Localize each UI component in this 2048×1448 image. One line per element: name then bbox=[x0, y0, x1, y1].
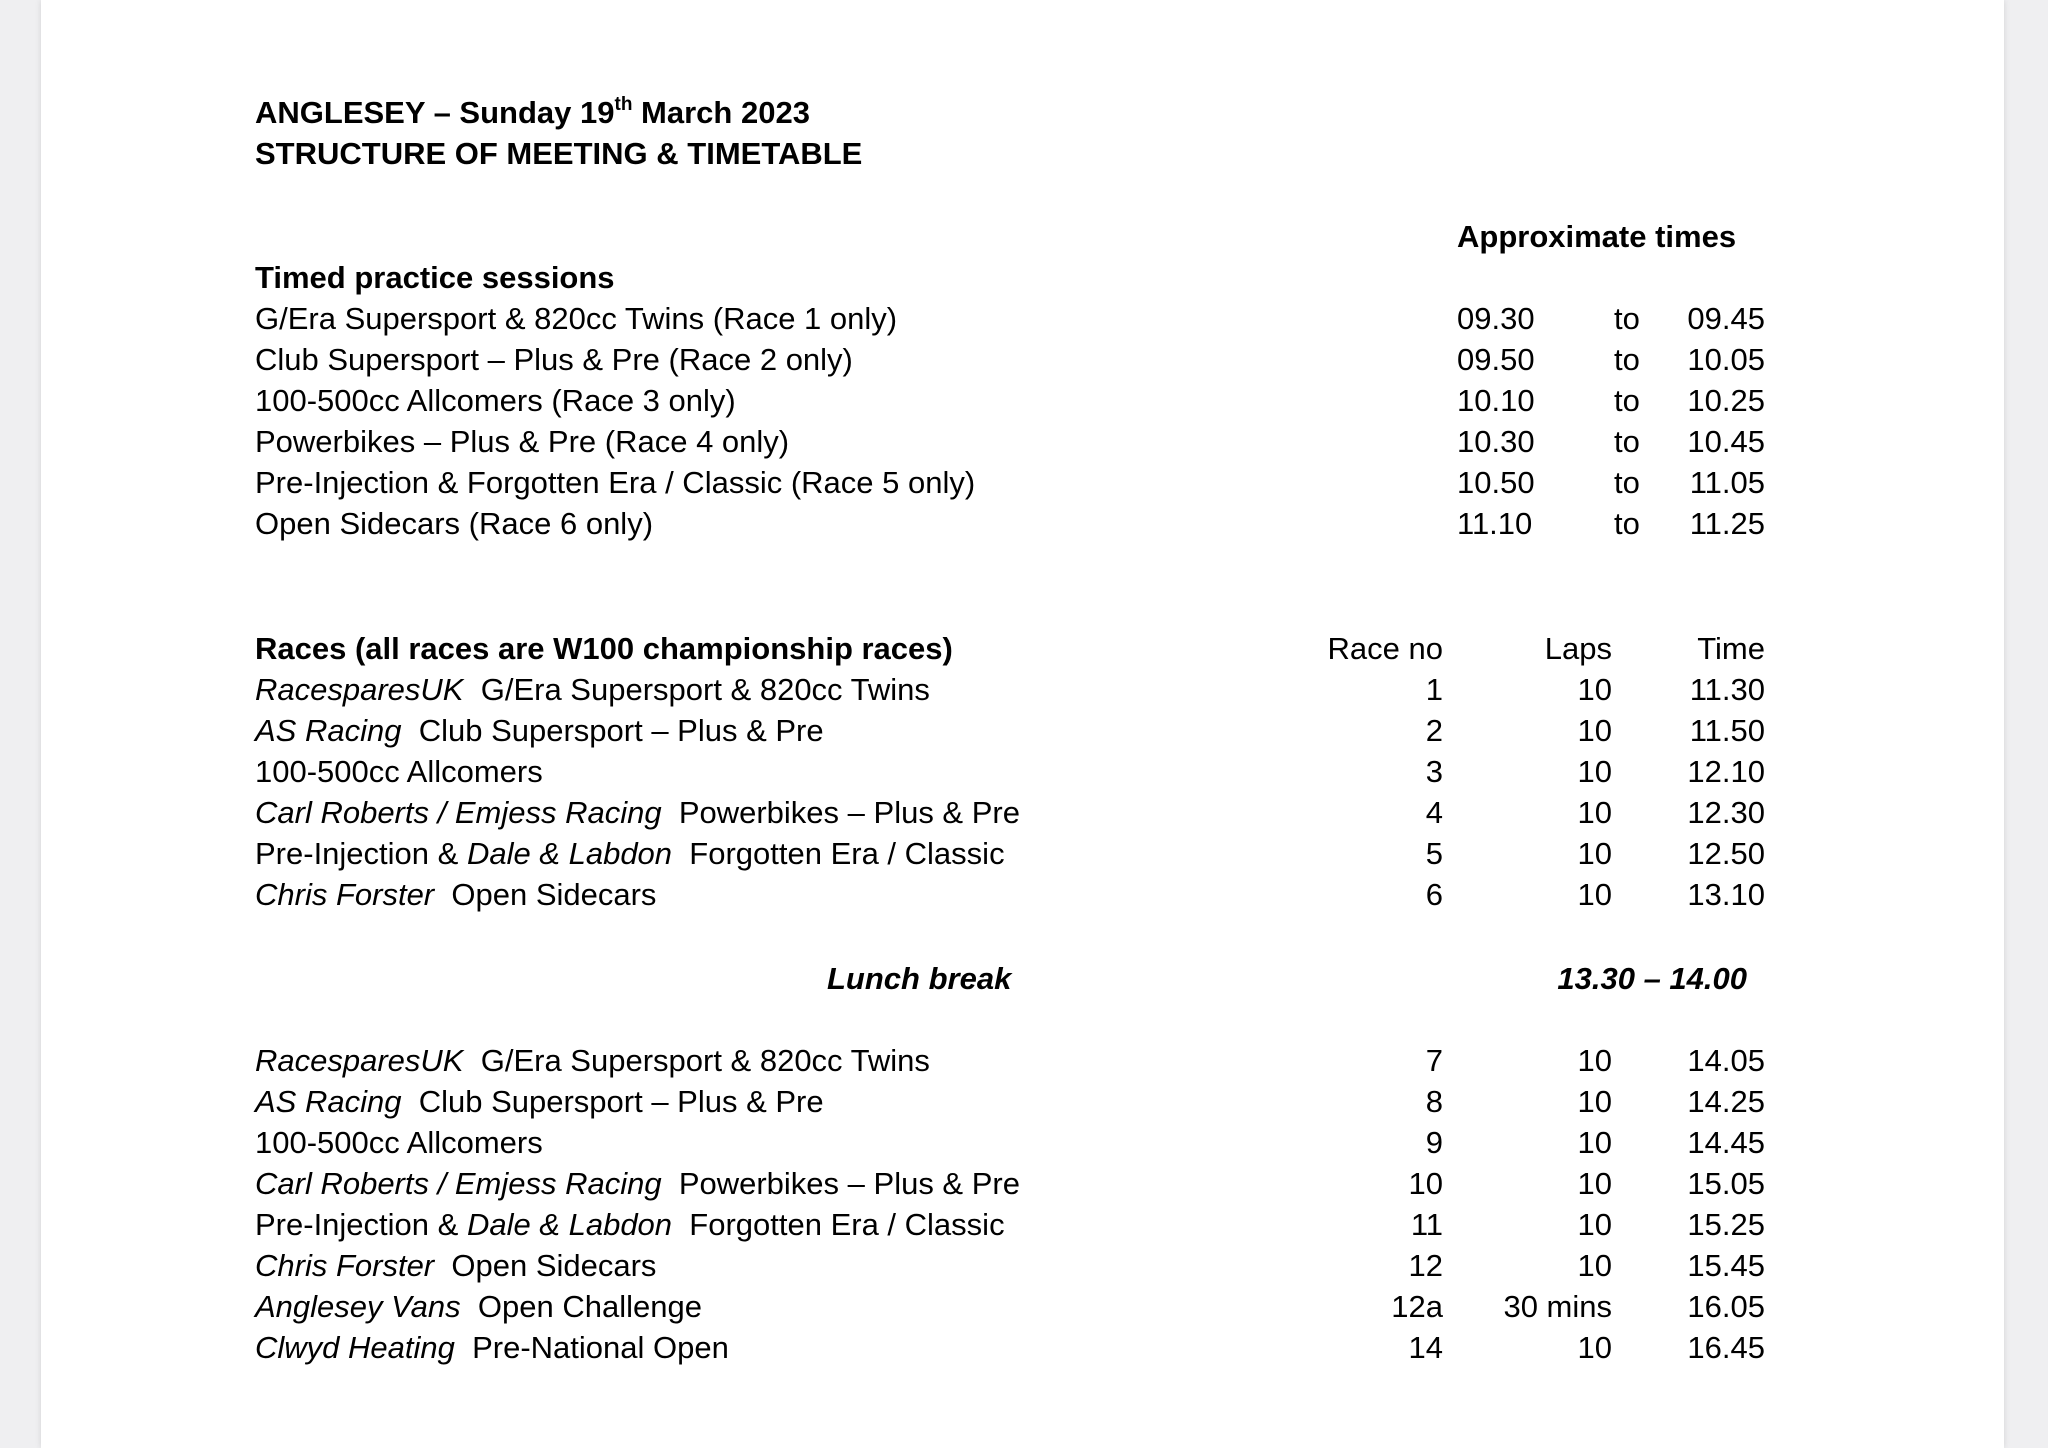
race-time: 14.05 bbox=[1687, 1043, 1765, 1078]
race-laps: 10 bbox=[1577, 672, 1612, 707]
race-sponsor: Chris Forster bbox=[255, 1248, 435, 1283]
race-time: 12.50 bbox=[1687, 836, 1765, 871]
race-description bbox=[255, 1205, 1005, 1245]
race-row bbox=[255, 1205, 1765, 1245]
document-page bbox=[41, 0, 2004, 1448]
practice-session-row bbox=[255, 463, 1765, 503]
race-laps: 10 bbox=[1577, 1125, 1612, 1160]
practice-session-to: to bbox=[1614, 506, 1640, 541]
race-description bbox=[255, 670, 930, 710]
race-description bbox=[255, 1328, 729, 1368]
race-time: 15.25 bbox=[1687, 1207, 1765, 1242]
race-laps: 10 bbox=[1577, 1207, 1612, 1242]
races-heading: Races (all races are W100 championship races) bbox=[255, 631, 953, 666]
race-class-name: Forgotten Era / Classic bbox=[689, 836, 1005, 871]
practice-session-row bbox=[255, 381, 1765, 421]
race-class-name: Open Sidecars bbox=[451, 1248, 657, 1283]
race-description bbox=[255, 1123, 543, 1163]
race-description bbox=[255, 793, 1020, 833]
race-description bbox=[255, 875, 656, 915]
practice-session-end: 10.45 bbox=[1687, 424, 1765, 459]
race-description bbox=[255, 1082, 824, 1122]
practice-session-end: 10.25 bbox=[1687, 383, 1765, 418]
practice-session-start: 09.50 bbox=[1457, 342, 1535, 377]
practice-session-row bbox=[255, 504, 1765, 544]
race-description bbox=[255, 1041, 930, 1081]
race-row bbox=[255, 1246, 1765, 1286]
race-row bbox=[255, 1287, 1765, 1327]
document-subtitle: STRUCTURE OF MEETING & TIMETABLE bbox=[255, 136, 863, 171]
race-class-name: Club Supersport – Plus & Pre bbox=[418, 713, 824, 748]
lunch-break-time: 13.30 – 14.00 bbox=[1557, 961, 1747, 996]
document-title bbox=[255, 93, 1765, 133]
race-sponsor: RacesparesUK bbox=[255, 672, 464, 707]
practice-session-to: to bbox=[1614, 424, 1640, 459]
race-number: 7 bbox=[1425, 1043, 1443, 1078]
race-class-name: 100-500cc Allcomers bbox=[255, 1125, 543, 1160]
race-sponsor: Anglesey Vans bbox=[255, 1289, 461, 1324]
practice-session-start: 10.30 bbox=[1457, 424, 1535, 459]
practice-session-row bbox=[255, 299, 1765, 339]
race-laps: 10 bbox=[1577, 1166, 1612, 1201]
race-number: 5 bbox=[1425, 836, 1443, 871]
practice-session-name: Club Supersport – Plus & Pre (Race 2 only) bbox=[255, 342, 853, 377]
practice-session-end: 11.25 bbox=[1689, 506, 1765, 541]
race-class-name: Open Sidecars bbox=[451, 877, 657, 912]
race-description bbox=[255, 711, 824, 751]
lunch-break-label: Lunch break bbox=[827, 961, 1012, 996]
race-class-name: Forgotten Era / Classic bbox=[689, 1207, 1005, 1242]
race-row bbox=[255, 793, 1765, 833]
practice-session-row bbox=[255, 422, 1765, 462]
practice-session-start: 09.30 bbox=[1457, 301, 1535, 336]
race-laps: 10 bbox=[1577, 1248, 1612, 1283]
laps-column-header: Laps bbox=[1544, 631, 1612, 666]
race-sponsor: Carl Roberts / Emjess Racing bbox=[255, 795, 662, 830]
race-sponsor: Dale & Labdon bbox=[466, 1207, 673, 1242]
practice-session-end: 09.45 bbox=[1687, 301, 1765, 336]
race-row bbox=[255, 752, 1765, 792]
race-class-name: G/Era Supersport & 820cc Twins bbox=[480, 1043, 930, 1078]
practice-session-end: 11.05 bbox=[1689, 465, 1765, 500]
race-class-name: Pre-National Open bbox=[472, 1330, 729, 1365]
race-sponsor: Clwyd Heating bbox=[255, 1330, 455, 1365]
title-text: ANGLESEY – Sunday 19 bbox=[255, 95, 615, 130]
race-time: 16.45 bbox=[1687, 1330, 1765, 1365]
race-class-prefix: Pre-Injection & bbox=[255, 1207, 467, 1242]
race-row bbox=[255, 1164, 1765, 1204]
race-description bbox=[255, 1164, 1020, 1204]
race-class-name: Powerbikes – Plus & Pre bbox=[678, 1166, 1020, 1201]
practice-session-name: Open Sidecars (Race 6 only) bbox=[255, 506, 654, 541]
race-number: 11 bbox=[1410, 1207, 1443, 1242]
race-time: 12.10 bbox=[1687, 754, 1765, 789]
race-class-name: 100-500cc Allcomers bbox=[255, 754, 543, 789]
practice-session-end: 10.05 bbox=[1687, 342, 1765, 377]
race-time: 14.45 bbox=[1687, 1125, 1765, 1160]
race-time: 15.05 bbox=[1687, 1166, 1765, 1201]
approximate-times-heading: Approximate times bbox=[1457, 219, 1737, 254]
practice-session-name: 100-500cc Allcomers (Race 3 only) bbox=[255, 383, 736, 418]
practice-session-name: Powerbikes – Plus & Pre (Race 4 only) bbox=[255, 424, 790, 459]
practice-session-name: Pre-Injection & Forgotten Era / Classic (Race 5 only) bbox=[255, 465, 976, 500]
race-sponsor: AS Racing bbox=[255, 713, 402, 748]
race-laps: 10 bbox=[1577, 754, 1612, 789]
practice-heading: Timed practice sessions bbox=[255, 260, 615, 295]
lunch-break-row bbox=[255, 959, 1765, 999]
race-time: 15.45 bbox=[1687, 1248, 1765, 1283]
race-time: 12.30 bbox=[1687, 795, 1765, 830]
practice-session-start: 10.50 bbox=[1457, 465, 1535, 500]
race-class-prefix: Pre-Injection & bbox=[255, 836, 467, 871]
races-header-row bbox=[255, 629, 1765, 669]
race-row bbox=[255, 875, 1765, 915]
race-description bbox=[255, 1246, 656, 1286]
race-number: 1 bbox=[1425, 672, 1443, 707]
race-row bbox=[255, 711, 1765, 751]
race-number: 14 bbox=[1408, 1330, 1443, 1365]
timetable-document bbox=[255, 0, 1765, 1448]
race-number: 3 bbox=[1425, 754, 1443, 789]
race-laps: 10 bbox=[1577, 1330, 1612, 1365]
race-sponsor: Carl Roberts / Emjess Racing bbox=[255, 1166, 662, 1201]
race-number: 10 bbox=[1408, 1166, 1443, 1201]
practice-session-to: to bbox=[1614, 301, 1640, 336]
race-row bbox=[255, 1328, 1765, 1368]
race-sponsor: Dale & Labdon bbox=[466, 836, 673, 871]
practice-session-to: to bbox=[1614, 465, 1640, 500]
time-column-header: Time bbox=[1697, 631, 1765, 666]
practice-session-to: to bbox=[1614, 342, 1640, 377]
race-row bbox=[255, 1123, 1765, 1163]
race-laps: 10 bbox=[1577, 795, 1612, 830]
race-number: 12a bbox=[1391, 1289, 1443, 1324]
race-time: 11.30 bbox=[1689, 672, 1765, 707]
race-time: 11.50 bbox=[1689, 713, 1765, 748]
practice-session-start: 10.10 bbox=[1457, 383, 1535, 418]
race-number: 8 bbox=[1425, 1084, 1443, 1119]
race-sponsor: AS Racing bbox=[255, 1084, 402, 1119]
race-row bbox=[255, 1082, 1765, 1122]
race-description bbox=[255, 1287, 702, 1327]
race-laps: 10 bbox=[1577, 877, 1612, 912]
race-description bbox=[255, 834, 1005, 874]
race-time: 13.10 bbox=[1687, 877, 1765, 912]
race-row bbox=[255, 1041, 1765, 1081]
title-superscript: th bbox=[614, 94, 633, 115]
race-number: 12 bbox=[1408, 1248, 1443, 1283]
race-number: 9 bbox=[1425, 1125, 1443, 1160]
race-laps: 10 bbox=[1577, 713, 1612, 748]
race-description bbox=[255, 752, 543, 792]
race-row bbox=[255, 834, 1765, 874]
race-laps: 10 bbox=[1577, 836, 1612, 871]
race-number: 4 bbox=[1425, 795, 1443, 830]
race-sponsor: Chris Forster bbox=[255, 877, 435, 912]
race-time: 14.25 bbox=[1687, 1084, 1765, 1119]
race-sponsor: RacesparesUK bbox=[255, 1043, 464, 1078]
race-laps: 10 bbox=[1577, 1084, 1612, 1119]
race-laps: 30 mins bbox=[1503, 1289, 1612, 1324]
race-class-name: Open Challenge bbox=[477, 1289, 702, 1324]
practice-session-to: to bbox=[1614, 383, 1640, 418]
practice-session-start: 11.10 bbox=[1457, 506, 1533, 541]
practice-session-row bbox=[255, 340, 1765, 380]
practice-session-name: G/Era Supersport & 820cc Twins (Race 1 only) bbox=[255, 301, 898, 336]
race-row bbox=[255, 670, 1765, 710]
race-class-name: G/Era Supersport & 820cc Twins bbox=[480, 672, 930, 707]
title-text-suffix: March 2023 bbox=[632, 95, 810, 130]
race-time: 16.05 bbox=[1687, 1289, 1765, 1324]
race-class-name: Powerbikes – Plus & Pre bbox=[678, 795, 1020, 830]
race-laps: 10 bbox=[1577, 1043, 1612, 1078]
race-class-name: Club Supersport – Plus & Pre bbox=[418, 1084, 824, 1119]
race-number: 2 bbox=[1425, 713, 1443, 748]
race-number: 6 bbox=[1425, 877, 1443, 912]
race-no-column-header: Race no bbox=[1327, 631, 1443, 666]
